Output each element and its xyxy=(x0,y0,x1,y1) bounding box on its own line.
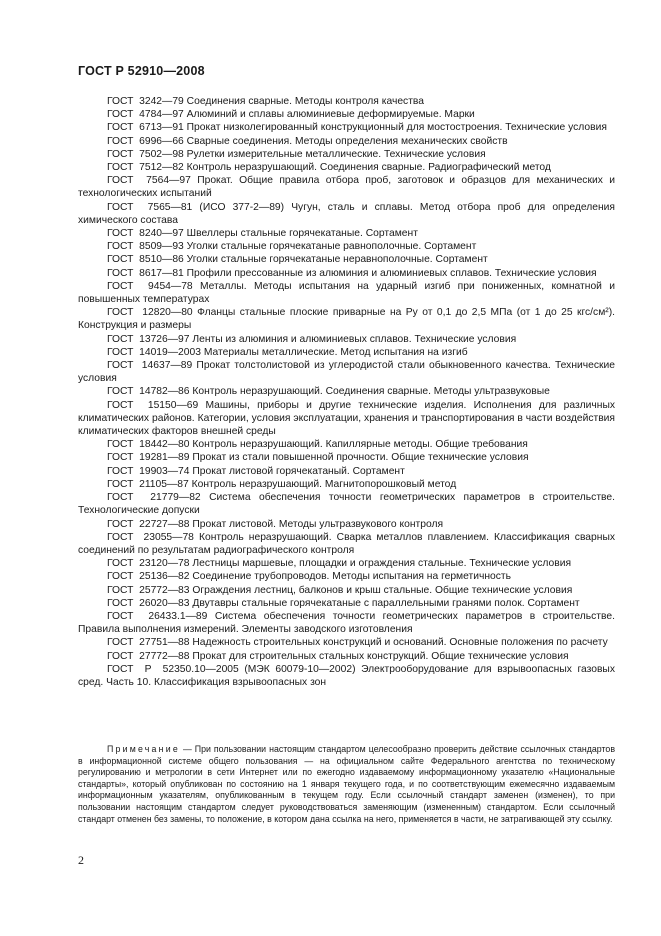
reference-title: Прокат для строительных стальных конструкций. Общие технические условия xyxy=(192,650,569,662)
reference-code: ГОСТ 7502—98 xyxy=(107,148,184,160)
reference-title: Металлы. Методы испытания на ударный изгиб при пониженных, комнатной и повышенных температурах xyxy=(78,280,615,306)
reference-code: ГОСТ 25136—82 xyxy=(107,571,190,583)
reference-code: ГОСТ 12820—80 xyxy=(107,307,193,319)
reference-item xyxy=(78,253,615,266)
reference-title: Система обеспечения точности геометрических параметров в строительстве. Правила выполнения измерений. Элементы заводского изготовления xyxy=(78,610,615,636)
reference-code: ГОСТ 7564—97 xyxy=(107,175,191,187)
reference-item xyxy=(78,333,615,346)
reference-title: Прокат листовой. Методы ультразвукового контроля xyxy=(192,518,444,530)
reference-code: ГОСТ 8240—97 xyxy=(107,228,184,240)
reference-title: Сварные соединения. Методы определения механических свойств xyxy=(186,135,508,147)
reference-code: ГОСТ 27751—88 xyxy=(107,637,190,649)
reference-code: ГОСТ 23055—78 xyxy=(107,531,194,543)
reference-code: ГОСТ 7512—82 xyxy=(107,162,184,174)
reference-item xyxy=(78,161,615,174)
reference-code: ГОСТ 13726—97 xyxy=(107,333,190,345)
reference-title: Прокат листовой горячекатаный. Сортамент xyxy=(192,465,405,477)
reference-item xyxy=(78,135,615,148)
reference-code: ГОСТ 14637—89 xyxy=(107,360,193,372)
reference-code: ГОСТ 8510—86 xyxy=(107,254,184,266)
document-header: ГОСТ Р 52910—2008 xyxy=(78,64,205,78)
reference-title: Профили прессованные из алюминия и алюминиевых сплавов. Технические условия xyxy=(186,267,597,279)
note-label: Примечание xyxy=(107,744,180,754)
reference-item xyxy=(78,438,615,451)
reference-code: ГОСТ 8509—93 xyxy=(107,241,184,253)
reference-title: Рулетки измерительные металлические. Технические условия xyxy=(186,148,486,160)
note-block xyxy=(78,744,615,825)
reference-item xyxy=(78,267,615,280)
reference-item xyxy=(78,174,615,200)
reference-code: ГОСТ 26020—83 xyxy=(107,597,190,609)
reference-item xyxy=(78,227,615,240)
reference-item xyxy=(78,478,615,491)
reference-title: Прокат толстолистовой из углеродистой стали обыкновенного качества. Технические условия xyxy=(78,360,615,385)
reference-title: (ИСО 377-2—89) Чугун, сталь и сплавы. Метод отбора проб для определения химического состава xyxy=(78,201,615,226)
reference-code: ГОСТ 9454—78 xyxy=(107,280,193,292)
reference-title: Контроль неразрушающий. Капиллярные методы. Общие требования xyxy=(192,439,528,451)
reference-title: Система обеспечения точности геометрических параметров в строительстве. Технологические допуски xyxy=(78,492,615,517)
reference-item xyxy=(78,148,615,161)
reference-item xyxy=(78,280,615,306)
reference-title: Контроль неразрушающий. Соединения сварные. Радиографический метод xyxy=(186,162,551,174)
reference-code: ГОСТ 26433.1—89 xyxy=(107,610,208,622)
reference-code: ГОСТ 15150—69 xyxy=(107,399,199,411)
reference-item xyxy=(78,557,615,570)
reference-title: Прокат низколегированный конструкционный для мостостроения. Технические условия xyxy=(186,122,607,134)
reference-title: Машины, приборы и другие технические изделия. Исполнения для различных климатических районов. Категории, условия эксплуатации, хранения и транспортирования в части воздействия климатических факторов внешней среды xyxy=(78,399,615,438)
reference-title: Прокат из стали повышенной прочности. Общие технические условия xyxy=(192,452,529,464)
reference-title: Уголки стальные горячекатаные неравнополочные. Сортамент xyxy=(186,254,488,266)
note-paragraph xyxy=(78,744,615,825)
reference-title: Фланцы стальные плоские приварные на Pу от 0,1 до 2,5 МПа (от 1 до 25 кгс/см²). Конструкция и размеры xyxy=(78,307,615,332)
reference-code: ГОСТ 18442—80 xyxy=(107,439,190,451)
reference-code: ГОСТ 14019—2003 xyxy=(107,346,201,358)
reference-title: Контроль неразрушающий. Магнитопорошковый метод xyxy=(191,478,457,490)
reference-code: ГОСТ 6996—66 xyxy=(107,135,184,147)
reference-code: ГОСТ 6713—91 xyxy=(107,122,184,134)
reference-title: Ограждения лестниц, балконов и крыш стальные. Общие технические условия xyxy=(192,584,573,596)
reference-item xyxy=(78,584,615,597)
reference-title: Прокат. Общие правила отбора проб, заготовок и образцов для механических и технологических испытаний xyxy=(78,175,615,200)
reference-item xyxy=(78,240,615,253)
reference-title: Уголки стальные горячекатаные равнополочные. Сортамент xyxy=(186,241,477,253)
reference-title: Швеллеры стальные горячекатаные. Сортамент xyxy=(186,228,418,240)
reference-code: ГОСТ 21105—87 xyxy=(107,478,189,490)
normative-references-list xyxy=(78,95,615,689)
reference-item xyxy=(78,201,615,227)
reference-code: ГОСТ 19281—89 xyxy=(107,452,190,464)
reference-item xyxy=(78,399,615,439)
reference-item xyxy=(78,306,615,332)
reference-item xyxy=(78,451,615,464)
reference-item xyxy=(78,491,615,517)
reference-title: Надежность строительных конструкций и оснований. Основные положения по расчету xyxy=(192,637,608,649)
reference-code: ГОСТ 8617—81 xyxy=(107,267,184,279)
reference-title: (МЭК 60079-10—2002) Электрооборудование для взрывоопасных газовых сред. Часть 10. Классификация взрывоопасных зон xyxy=(78,663,615,688)
reference-item xyxy=(78,663,615,689)
reference-title: Контроль неразрушающий. Сварка металлов плавлением. Классификация сварных соединений по результатам радиографического контроля xyxy=(78,531,615,556)
reference-code: ГОСТ 4784—97 xyxy=(107,109,184,121)
reference-title: Контроль неразрушающий. Соединения сварные. Методы ультразвуковые xyxy=(192,386,550,398)
reference-code: ГОСТ 19903—74 xyxy=(107,465,190,477)
reference-item xyxy=(78,108,615,121)
reference-code: ГОСТ 3242—79 xyxy=(107,96,184,107)
page-number: 2 xyxy=(78,853,84,867)
reference-item xyxy=(78,359,615,385)
reference-item xyxy=(78,465,615,478)
note-text: — При пользовании настоящим стандартом целесообразно проверить действие ссылочных стандартов в информационной системе общего пользования — на официальном сайте Федерального агентства по техническому регулированию и метрологии в сети Интернет или по ежегодно издаваемому информационному указателю «Национальные стандарты», который опубликован по состоянию на 1 января текущего года, и по соответствующим ежемесячно издаваемым информационным указателям, опубликованным в текущем году. Если ссылочный стандарт заменен (изменен), то при пользовании настоящим стандартом следует руководствоваться заменяющим (измененным) стандартом. Если ссылочный стандарт отменен без замены, то положение, в котором дана ссылка на него, применяется в части, не затрагивающей эту ссылку. xyxy=(78,744,615,824)
reference-item xyxy=(78,95,615,108)
reference-title: Материалы металлические. Метод испытания на изгиб xyxy=(203,346,468,358)
reference-item xyxy=(78,597,615,610)
reference-title: Соединение трубопроводов. Методы испытания на герметичность xyxy=(192,571,511,583)
reference-title: Соединения сварные. Методы контроля качества xyxy=(186,96,424,107)
reference-code: ГОСТ 7565—81 xyxy=(107,201,193,213)
reference-code: ГОСТ 21779—82 xyxy=(107,492,201,504)
reference-item xyxy=(78,610,615,636)
reference-code: ГОСТ 27772—88 xyxy=(107,650,190,662)
reference-item xyxy=(78,518,615,531)
reference-item xyxy=(78,636,615,649)
reference-title: Алюминий и сплавы алюминиевые деформируемые. Марки xyxy=(186,109,475,121)
reference-item xyxy=(78,346,615,359)
reference-code: ГОСТ 22727—88 xyxy=(107,518,190,530)
reference-item xyxy=(78,570,615,583)
reference-item xyxy=(78,385,615,398)
reference-code: ГОСТ 14782—86 xyxy=(107,386,190,398)
reference-code: ГОСТ 25772—83 xyxy=(107,584,190,596)
reference-item xyxy=(78,121,615,134)
reference-title: Ленты из алюминия и алюминиевых сплавов. Технические условия xyxy=(192,333,517,345)
reference-code: ГОСТ Р 52350.10—2005 xyxy=(107,663,239,675)
reference-item xyxy=(78,531,615,557)
reference-title: Двутавры стальные горячекатаные с параллельными гранями полок. Сортамент xyxy=(192,597,580,609)
reference-title: Лестницы маршевые, площадки и ограждения стальные. Технические условия xyxy=(192,558,572,570)
reference-code: ГОСТ 23120—78 xyxy=(107,558,190,570)
reference-item xyxy=(78,650,615,663)
